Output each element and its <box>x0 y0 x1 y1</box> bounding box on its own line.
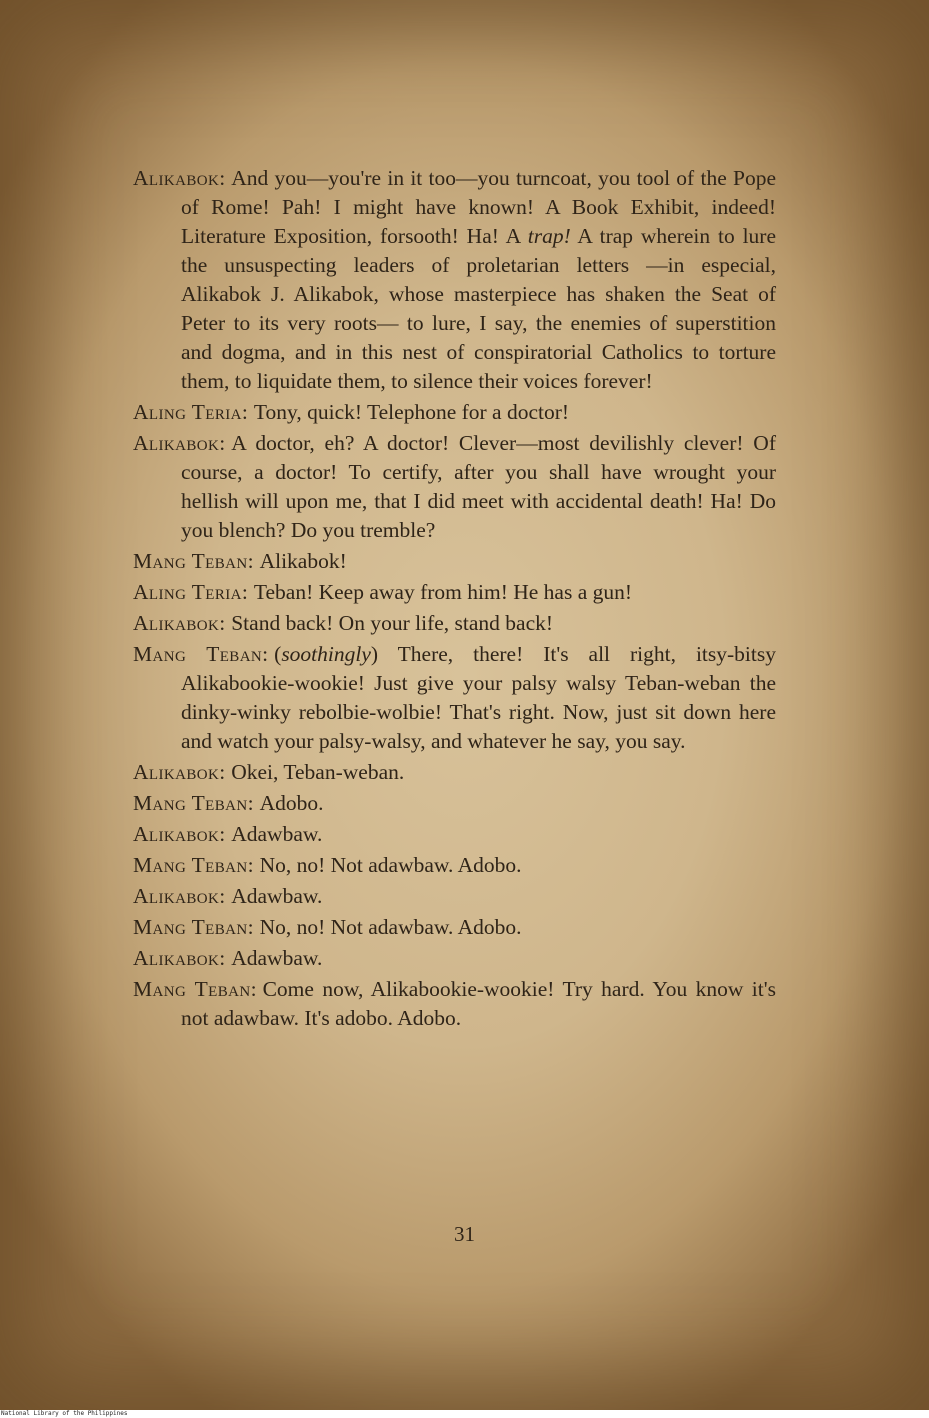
dialogue-entry <box>133 913 776 942</box>
dialogue-entry <box>133 975 776 1033</box>
dialogue-line: A doctor, eh? A doctor! Clever—most devilishly clever! Of course, a doctor! To certify, after you shall have wrought your hellish will upon me, that I did meet with accidental death! Ha! Do you blench? Do you tremble? <box>181 431 776 542</box>
page-number: 31 <box>454 1222 475 1246</box>
speaker-name: Mang Teban <box>133 853 248 877</box>
stage-direction-italic: trap! <box>527 224 571 248</box>
speaker-name: Alikabok <box>133 946 220 970</box>
dialogue-line: Adawbaw. <box>231 822 323 846</box>
speaker-name: Alikabok <box>133 166 220 190</box>
library-credit: National Library of the Philippines <box>0 1410 929 1418</box>
dialogue-entry <box>133 547 776 576</box>
speaker-colon: : <box>219 166 226 190</box>
speaker-name: Mang Teban <box>133 549 248 573</box>
speaker-name: Aling Teria <box>133 580 242 604</box>
dialogue-line: No, no! Not adawbaw. Adobo. <box>259 915 522 939</box>
speaker-colon: : <box>250 977 257 1001</box>
dialogue-entry <box>133 789 776 818</box>
speaker-colon: : <box>241 580 248 604</box>
speaker-colon: : <box>219 946 226 970</box>
dialogue-line: Teban! Keep away from him! He has a gun! <box>253 580 633 604</box>
dialogue-line: Okei, Teban-weban. <box>231 760 405 784</box>
dialogue-text <box>133 164 776 1035</box>
speaker-colon: : <box>219 611 226 635</box>
dialogue-line: ( <box>274 642 282 666</box>
dialogue-line: Adawbaw. <box>231 884 323 908</box>
dialogue-entry <box>133 609 776 638</box>
speaker-name: Mang Teban <box>133 915 248 939</box>
dialogue-line: Adawbaw. <box>231 946 323 970</box>
dialogue-entry <box>133 851 776 880</box>
speaker-colon: : <box>262 642 269 666</box>
dialogue-entry <box>133 578 776 607</box>
dialogue-entry <box>133 758 776 787</box>
speaker-colon: : <box>247 915 254 939</box>
dialogue-entry <box>133 398 776 427</box>
dialogue-entry <box>133 944 776 973</box>
speaker-name: Aling Teria <box>133 400 242 424</box>
dialogue-line: And you—you're in it too—you turncoat, you tool of the Pope of Rome! Pah! I might have known! A Book Exhibit, indeed! Literature Exposition, forsooth! Ha! A <box>181 166 776 248</box>
speaker-name: Alikabok <box>133 431 220 455</box>
speaker-colon: : <box>219 431 226 455</box>
speaker-name: Alikabok <box>133 760 220 784</box>
dialogue-line: ) There, there! It's all right, itsy-bitsy Alikabookie-wookie! Just give your palsy walsy Teban-weban the dinky-winky rebolbie-wolbie! That's right. Now, just sit down here and watch your palsy-walsy, and whatever he say, you say. <box>181 642 776 753</box>
dialogue-entry <box>133 164 776 396</box>
dialogue-line: Alikabok! <box>259 549 347 573</box>
dialogue-line: No, no! Not adawbaw. Adobo. <box>259 853 522 877</box>
dialogue-line: A trap wherein to lure the unsuspecting leaders of proletarian letters —in especial, Alikabok J. Alikabok, whose masterpiece has shaken the Seat of Peter to its very roots— to lure, I say, the enemies of superstition and dogma, and in this nest of conspiratorial Catholics to torture them, to liquidate them, to silence their voices forever! <box>181 224 776 393</box>
speaker-colon: : <box>219 760 226 784</box>
stage-direction-italic: soothingly <box>281 642 371 666</box>
speaker-colon: : <box>241 400 248 424</box>
dialogue-entry <box>133 882 776 911</box>
dialogue-entry <box>133 640 776 756</box>
speaker-name: Mang Teban <box>133 977 251 1001</box>
speaker-name: Alikabok <box>133 884 220 908</box>
speaker-colon: : <box>247 791 254 815</box>
speaker-name: Alikabok <box>133 611 220 635</box>
dialogue-entry <box>133 429 776 545</box>
speaker-name: Mang Teban <box>133 791 248 815</box>
speaker-name: Alikabok <box>133 822 220 846</box>
dialogue-line: Adobo. <box>259 791 324 815</box>
dialogue-line: Stand back! On your life, stand back! <box>231 611 554 635</box>
speaker-colon: : <box>247 549 254 573</box>
speaker-colon: : <box>219 884 226 908</box>
dialogue-line: Tony, quick! Telephone for a doctor! <box>253 400 570 424</box>
speaker-name: Mang Teban <box>133 642 263 666</box>
speaker-colon: : <box>219 822 226 846</box>
speaker-colon: : <box>247 853 254 877</box>
dialogue-entry <box>133 820 776 849</box>
dialogue-line: Come now, Alikabookie-wookie! Try hard. You know it's not adawbaw. It's adobo. Adobo. <box>181 977 776 1030</box>
